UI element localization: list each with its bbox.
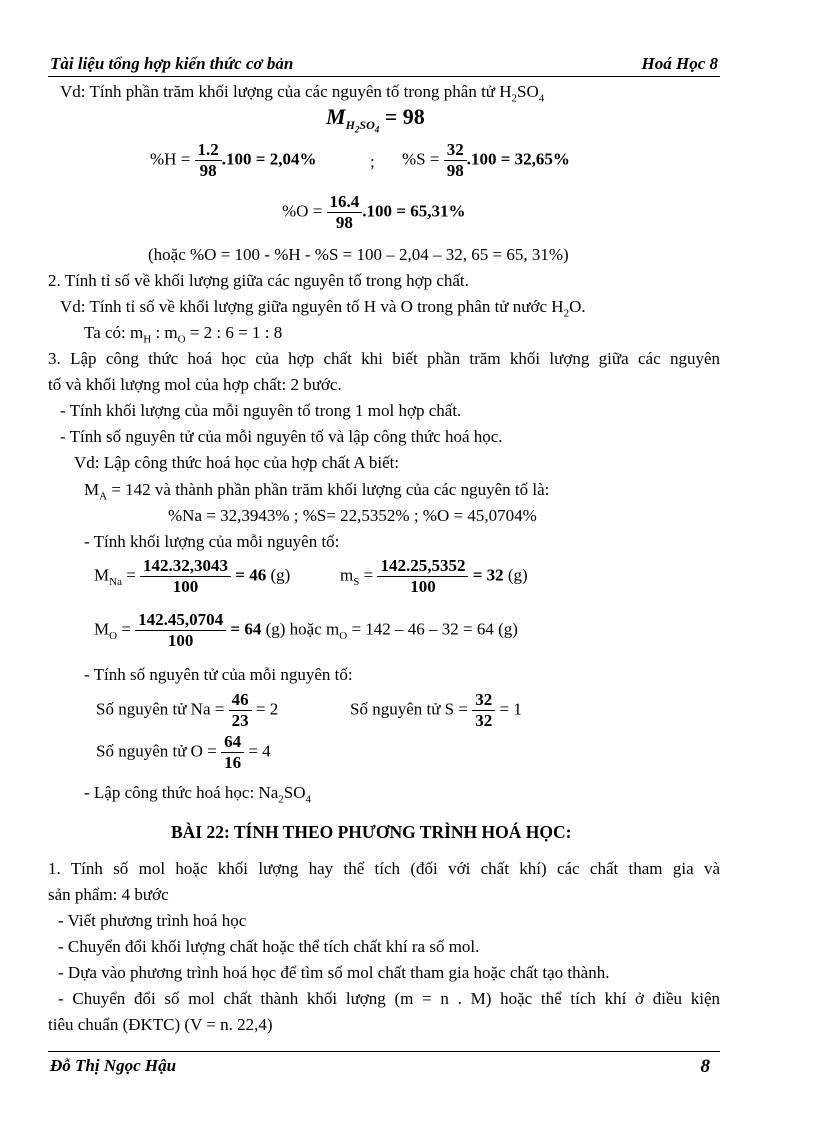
percent-o-formula: %O = $\frac{16.4}{98}$ .100 = 65,31% <box>282 192 466 232</box>
lesson-22-title: BÀI 22: TÍNH THEO PHƯƠNG TRÌNH HOÁ HỌC: <box>171 822 572 842</box>
page-header <box>48 52 720 77</box>
atoms-o-formula: Số nguyên tử O = $\frac{64}{16}$ = 4 <box>96 732 271 772</box>
lesson22-step1: - Viết phương trình hoá học <box>58 911 247 930</box>
lesson22-step4-line2: tiêu chuẩn (ĐKTC) (V = n. 22,4) <box>48 1015 273 1034</box>
lesson22-step3: - Dựa vào phương trình hoá học để tìm số mol chất tham gia hoặc chất tạo thành. <box>58 963 610 982</box>
section2-heading: 2. Tính tỉ số về khối lượng giữa các nguyên tố trong hợp chất. <box>48 271 469 290</box>
separator: ; <box>370 152 375 171</box>
section3-heading-line2: tố và khối lượng mol của hợp chất: 2 bước. <box>48 375 342 394</box>
percent-s-formula: %S = $\frac{32}{98}$ .100 = 32,65% <box>402 140 570 180</box>
lesson22-para1-line2: sản phẩm: 4 bước <box>48 885 169 904</box>
mass-s-formula: $m_S$ = $\frac{142.25,5352}{100}$ = 32 (g) <box>340 556 528 596</box>
section2-calc: Ta có: $m_H$ : $m_O = 2$ : 6 = 1 : 8 <box>84 323 283 346</box>
footer-author: Đỗ Thị Ngọc Hậu <box>50 1056 177 1075</box>
lesson22-step4-line1: - Chuyển đổi số mol chất thành khối lượng (m = n . M) hoặc thể tích khí ở điều kiện <box>58 989 720 1008</box>
mass-heading: - Tính khối lượng của mỗi nguyên tố: <box>84 532 340 551</box>
lesson22-para1-line1: 1. Tính số mol hoặc khối lượng hay thể tích (đối với chất khí) các chất tham gia và <box>48 859 720 878</box>
section3-percents: %Na = 32,3943% ; %S= 22,5352% ; %O = 45,0704% <box>168 506 537 525</box>
section3-heading-line1: 3. Lập công thức hoá học của hợp chất khi biết phần trăm khối lượng giữa các nguyên <box>48 349 720 368</box>
page-number: 8 <box>700 1056 710 1077</box>
header-left: Tài liệu tổng hợp kiến thức cơ bản <box>50 54 294 73</box>
mass-o-formula: $M_O$ = $\frac{142.45,0704}{100}$ = 64 (g) hoặc $m_O = 142 - 46 - 32 = 64$ (g) <box>94 610 518 650</box>
atoms-na-formula: Số nguyên tử Na = $\frac{46}{23}$ = 2 <box>96 690 279 730</box>
molar-mass-h2so4: $M_{H_2SO_4} = 98$ <box>326 104 425 135</box>
header-right: Hoá Học 8 <box>641 54 718 73</box>
section3-step2: - Tính số nguyên tử của mỗi nguyên tố và lập công thức hoá học. <box>60 427 503 446</box>
lesson22-step2: - Chuyển đổi khối lượng chất hoặc thể tích chất khí ra số mol. <box>58 937 480 956</box>
percent-h-formula: %H = $\frac{1.2}{98}$ .100 = 2,04% <box>150 140 317 180</box>
section3-example: Vd: Lập công thức hoá học của hợp chất A biết: <box>74 453 400 472</box>
mass-na-formula: $M_{Na}$ = $\frac{142.32,3043}{100}$ = 46 (g) <box>94 556 291 596</box>
page-footer <box>48 1051 720 1080</box>
section3-given: $M_A = 142$ và thành phần phần trăm khối lượng của các nguyên tố là: <box>84 480 550 503</box>
section2-example: Vd: Tính tỉ số về khối lượng giữa nguyên tố H và O trong phân tử nước $H_2O$. <box>60 297 586 320</box>
final-formula: - Lập công thức hoá học: $Na_2SO_4$ <box>84 783 311 806</box>
alt-calculation: (hoặc %O = 100 - %H - %S = 100 – 2,04 – 32, 65 = 65, 31%) <box>148 245 569 264</box>
section3-step1: - Tính khối lượng của mỗi nguyên tố trong 1 mol hợp chất. <box>60 401 462 420</box>
atoms-heading: - Tính số nguyên tử của mỗi nguyên tố: <box>84 665 353 684</box>
atoms-s-formula: Số nguyên tử S = $\frac{32}{32}$ = 1 <box>350 690 522 730</box>
example1-intro: Vd: Tính phần trăm khối lượng của các nguyên tố trong phân tử $H_2SO_4$ <box>60 82 545 105</box>
